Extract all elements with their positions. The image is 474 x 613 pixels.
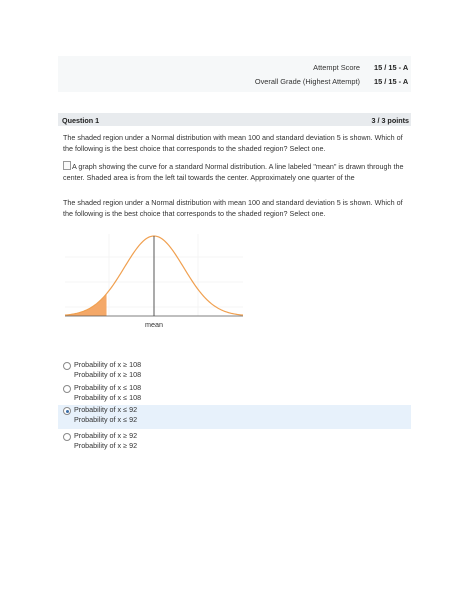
option-label: Probability of x ≤ 92 <box>74 405 138 414</box>
radio-button[interactable] <box>63 385 71 393</box>
option-label: Probability of x ≥ 92 <box>74 441 138 450</box>
image-alt-line: center. Shaded area is from the left tail towards the center. Approximately one quarter of the <box>63 172 355 182</box>
prompt-line: The shaded region under a Normal distribution with mean 100 and standard deviation 5 is shown. Which of <box>63 198 403 207</box>
question-points: 3 / 3 points <box>371 116 409 125</box>
prompt-line: The shaded region under a Normal distribution with mean 100 and standard deviation 5 is shown. Which of <box>63 133 403 142</box>
answer-option-1[interactable] <box>58 360 411 384</box>
radio-button[interactable] <box>63 433 71 441</box>
question-header <box>58 113 411 126</box>
prompt-line: the following is the best choice that corresponds to the shaded region? Select one. <box>63 143 326 153</box>
question-image-alt <box>63 161 413 183</box>
broken-image-icon <box>63 161 71 170</box>
option-label: Probability of x ≥ 108 <box>74 360 142 369</box>
normal-distribution-graph <box>63 232 245 332</box>
prompt-line: the following is the best choice that corresponds to the shaded region? Select one. <box>63 208 326 218</box>
option-label: Probability of x ≥ 108 <box>74 370 142 379</box>
overall-grade-label: Overall Grade (Highest Attempt) <box>254 77 360 86</box>
overall-grade-value: 15 / 15 - A <box>374 77 409 86</box>
attempt-score-value: 15 / 15 - A <box>374 63 409 72</box>
image-alt-line: A graph showing the curve for a standard Normal distribution. A line labeled "mean" is drawn through the <box>72 162 404 171</box>
question-prompt-repeat <box>63 198 413 219</box>
question-prompt <box>63 133 413 154</box>
shaded-region <box>65 294 107 316</box>
answer-option-2[interactable] <box>58 383 411 407</box>
option-label: Probability of x ≤ 108 <box>74 393 142 402</box>
score-summary-panel <box>58 56 411 92</box>
radio-button-selected[interactable] <box>63 407 71 415</box>
radio-button[interactable] <box>63 362 71 370</box>
mean-label: mean <box>145 320 163 329</box>
option-label: Probability of x ≥ 92 <box>74 431 138 440</box>
option-label: Probability of x ≤ 92 <box>74 415 138 424</box>
question-number: Question 1 <box>62 116 100 125</box>
answer-option-3[interactable] <box>58 405 411 429</box>
option-label: Probability of x ≤ 108 <box>74 383 142 392</box>
attempt-score-label: Attempt Score <box>313 63 360 72</box>
answer-option-4[interactable] <box>58 431 411 455</box>
